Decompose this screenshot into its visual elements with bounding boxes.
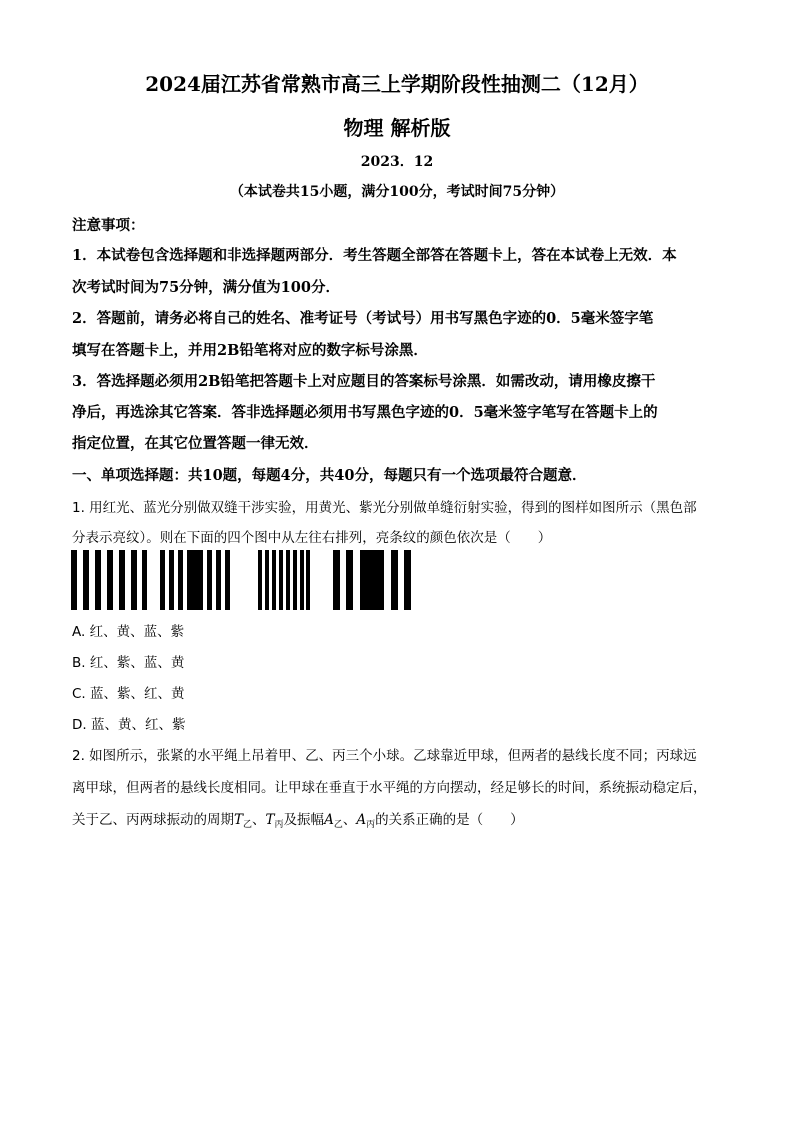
separator-1: 、	[252, 812, 266, 828]
fringe-pattern-2	[160, 550, 232, 610]
fringe-bar	[258, 550, 262, 610]
fringe-bar	[119, 550, 125, 610]
fringe-bar	[272, 550, 276, 610]
question2-line3	[72, 808, 524, 830]
question2-line1: 2. 如图所示，张紧的水平绳上吊着甲、乙、丙三个小球。乙球靠近甲球，但两者的悬线长度不同；丙球远	[72, 748, 697, 764]
fringe-bar	[207, 550, 212, 610]
subscript-bing: 丙	[274, 820, 284, 830]
section1-heading: 一、单项选择题：共10题，每题4分，共40分，每题只有一个选项最符合题意．	[72, 467, 587, 484]
fringe-pattern-3	[258, 550, 310, 610]
fringe-pattern-1	[71, 550, 147, 610]
question1-option-b[interactable]: B. 红、紫、蓝、黄	[72, 655, 185, 671]
notice-item3-line1: 3．答选择题必须用2B铅笔把答题卡上对应题目的答案标号涂黑．如需改动，请用橡皮擦干	[72, 373, 656, 390]
exam-title: 2024届江苏省常熟市高三上学期阶段性抽测二（12月）	[145, 72, 649, 96]
question2-line2: 离甲球，但两者的悬线长度相同。让甲球在垂直于水平绳的方向摆动，经足够长的时间，系统振动稳定后，	[72, 780, 707, 796]
notice-item1-line1: 1．本试卷包含选择题和非选择题两部分．考生答题全部答在答题卡上，答在本试卷上无效．本	[72, 247, 677, 264]
fringe-bar	[279, 550, 283, 610]
fringe-bar	[391, 550, 398, 610]
notice-item1-line2: 次考试时间为75分钟，满分值为100分．	[72, 279, 340, 296]
exam-note: （本试卷共15小题，满分100分，考试时间75分钟）	[229, 184, 565, 200]
fringe-bar	[293, 550, 297, 610]
fringe-patterns-figure	[71, 550, 411, 610]
question2-line3-suffix: 的关系正确的是（ ）	[375, 812, 524, 828]
notice-item2-line2: 填写在答题卡上，并用2B铅笔将对应的数字标号涂黑．	[72, 342, 428, 359]
fringe-bar	[83, 550, 89, 610]
notice-item2-line1: 2．答题前，请务必将自己的姓名、准考证号（考试号）用书写黑色字迹的0．5毫米签字笔	[72, 310, 654, 327]
fringe-bar	[169, 550, 174, 610]
notice-heading: 注意事项：	[72, 217, 145, 234]
fringe-bar	[95, 550, 101, 610]
question1-line2: 分表示亮纹）。则在下面的四个图中从左往右排列，亮条纹的颜色依次是（ ）	[72, 530, 552, 546]
fringe-bar	[71, 550, 77, 610]
question1-option-d[interactable]: D. 蓝、黄、红、紫	[72, 717, 186, 733]
fringe-bar	[360, 550, 384, 610]
fringe-bar	[216, 550, 221, 610]
fringe-bar	[300, 550, 304, 610]
fringe-bar	[160, 550, 165, 610]
notice-item3-line3: 指定位置，在其它位置答题一律无效．	[72, 435, 319, 452]
question1-option-a[interactable]: A. 红、黄、蓝、紫	[72, 624, 185, 640]
fringe-bar	[187, 550, 203, 610]
fringe-bar	[107, 550, 113, 610]
fringe-bar	[131, 550, 137, 610]
period-symbol-yi: T	[234, 812, 244, 828]
fringe-bar	[333, 550, 340, 610]
question1-line1: 1. 用红光、蓝光分别做双缝干涉实验，用黄光、紫光分别做单缝衍射实验，得到的图样如图所示（黑色部	[72, 500, 697, 516]
amplitude-symbol-bing: A	[356, 812, 367, 828]
fringe-bar	[225, 550, 230, 610]
subscript-yi: 乙	[243, 820, 253, 830]
subscript-bing-2: 丙	[366, 820, 376, 830]
exam-date: 2023．12	[360, 154, 434, 170]
period-symbol-bing: T	[265, 812, 275, 828]
fringe-bar	[286, 550, 290, 610]
fringe-bar	[142, 550, 147, 610]
fringe-bar	[404, 550, 411, 610]
and-amplitude-text: 及振幅	[283, 812, 325, 828]
fringe-bar	[265, 550, 269, 610]
fringe-pattern-4	[333, 550, 411, 610]
question1-option-c[interactable]: C. 蓝、紫、红、黄	[72, 686, 185, 702]
amplitude-symbol-yi: A	[324, 812, 334, 828]
fringe-bar	[306, 550, 310, 610]
separator-2: 、	[342, 812, 357, 828]
notice-item3-line2: 净后，再选涂其它答案．答非选择题必须用书写黑色字迹的0．5毫米签字笔写在答题卡上的	[72, 404, 658, 421]
fringe-bar	[346, 550, 353, 610]
exam-subtitle: 物理 解析版	[343, 116, 451, 140]
question2-line3-prefix: 关于乙、丙两球振动的周期	[72, 812, 234, 828]
fringe-bar	[178, 550, 183, 610]
subscript-yi-2: 乙	[333, 820, 343, 830]
